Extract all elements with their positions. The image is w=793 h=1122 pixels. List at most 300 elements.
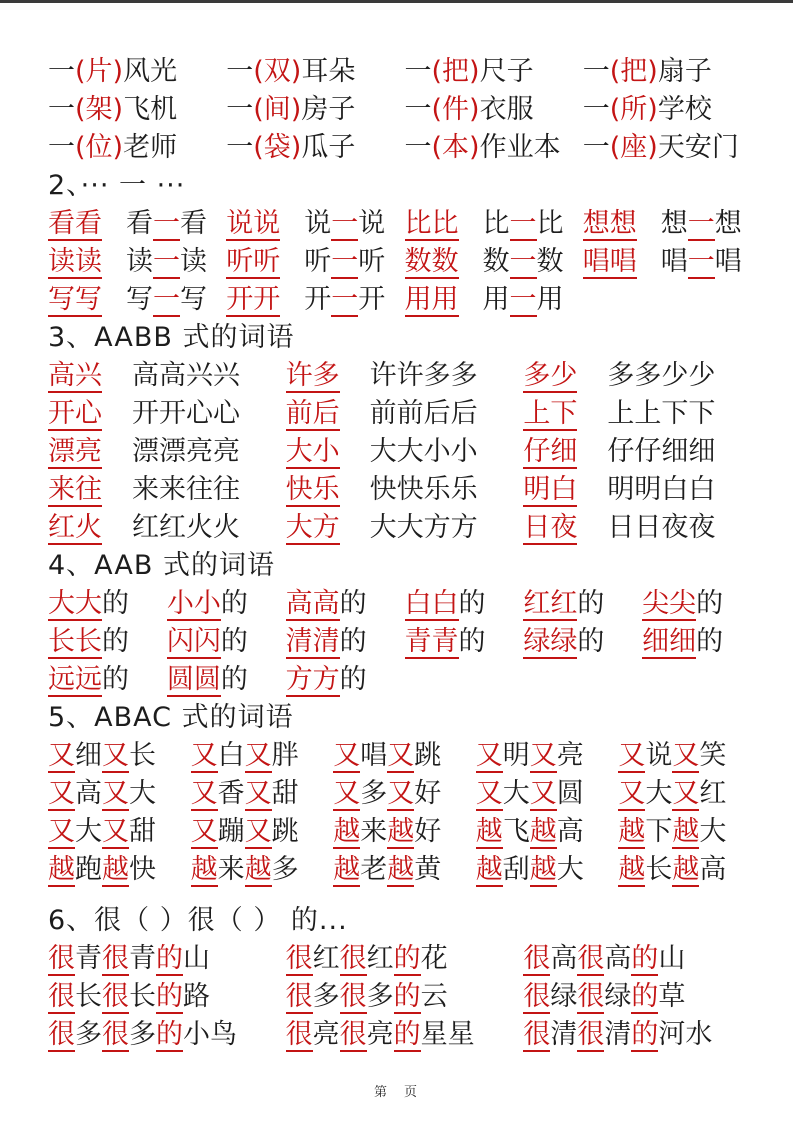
red-highlight-text: 青青 xyxy=(404,626,459,657)
text-segment: 跳 xyxy=(271,816,299,847)
text-segment: 看 xyxy=(180,208,207,239)
word-row xyxy=(48,471,761,509)
text-segment: 来 xyxy=(217,854,245,885)
word-pair xyxy=(286,471,524,509)
red-highlight-text: 又 xyxy=(48,816,75,847)
text-segment: 一 xyxy=(582,56,610,87)
word-row xyxy=(48,585,761,623)
red-highlight-text: 大大 xyxy=(48,588,102,619)
word-item xyxy=(48,585,167,623)
text-segment: 比 xyxy=(536,208,564,239)
text-segment: 香 xyxy=(217,778,245,809)
red-highlight-text: 很 xyxy=(339,943,367,974)
text-segment: 唱 xyxy=(660,246,688,277)
word-item xyxy=(476,737,619,775)
word-item xyxy=(226,91,404,129)
text-segment: 的 xyxy=(220,588,248,619)
word-item xyxy=(48,53,226,91)
text-segment: 小鸟 xyxy=(183,1019,237,1050)
red-highlight-text: 漂亮 xyxy=(48,436,102,467)
word-row xyxy=(48,205,761,243)
red-highlight-text: 很 xyxy=(523,981,551,1012)
text-segment: 仔仔细细 xyxy=(607,436,716,467)
text-segment: 好 xyxy=(414,778,442,809)
word-item xyxy=(48,509,102,547)
word-item xyxy=(286,357,340,395)
text-segment: 老 xyxy=(360,854,388,885)
red-highlight-text: 很 xyxy=(48,943,75,974)
word-item xyxy=(304,205,385,243)
section-hen-hen-de-pattern xyxy=(48,902,761,1054)
word-row xyxy=(48,433,761,471)
red-highlight-text: 很 xyxy=(102,1019,129,1050)
red-highlight-text: 白白 xyxy=(404,588,459,619)
text-segment: 日日夜夜 xyxy=(607,512,716,543)
red-highlight-text: 明白 xyxy=(523,474,578,505)
section-aab-words xyxy=(48,547,761,699)
red-highlight-text: 数数 xyxy=(404,246,459,277)
word-pair xyxy=(286,395,524,433)
word-item xyxy=(523,585,642,623)
text-segment: 的 xyxy=(696,588,724,619)
red-highlight-text: 又 xyxy=(672,740,700,771)
text-segment: 清 xyxy=(550,1019,578,1050)
word-row xyxy=(48,357,761,395)
word-item xyxy=(642,585,761,623)
word-item xyxy=(607,471,715,509)
text-segment: 青 xyxy=(129,943,156,974)
red-highlight-text: 的 xyxy=(156,943,183,974)
text-segment: 飞机 xyxy=(123,94,178,125)
red-highlight-text: 又 xyxy=(102,778,129,809)
word-item xyxy=(48,661,167,699)
word-item xyxy=(191,775,334,813)
red-highlight-text: (把) xyxy=(609,56,658,87)
section-a-yi-a-pattern xyxy=(48,167,761,319)
word-item xyxy=(642,623,761,661)
word-pair xyxy=(286,357,524,395)
word-item xyxy=(405,205,459,243)
text-segment: 数 xyxy=(536,246,564,277)
text-segment: 长 xyxy=(129,981,156,1012)
red-highlight-text: 又 xyxy=(475,778,503,809)
text-segment: 绿 xyxy=(604,981,632,1012)
word-item xyxy=(226,53,404,91)
word-item xyxy=(618,813,761,851)
text-segment: 云 xyxy=(420,981,448,1012)
red-highlight-text: 一 xyxy=(509,246,537,277)
red-highlight-text: 很 xyxy=(102,943,129,974)
red-highlight-text: 一 xyxy=(687,208,715,239)
red-highlight-text: 高兴 xyxy=(48,360,102,391)
red-highlight-text: 写写 xyxy=(48,284,102,315)
text-segment: 衣服 xyxy=(479,94,534,125)
text-segment: 的 xyxy=(339,588,367,619)
red-highlight-text: 圆圆 xyxy=(166,664,221,695)
word-item xyxy=(304,281,385,319)
word-pair xyxy=(523,433,761,471)
word-item xyxy=(48,1016,286,1054)
section-abac-words xyxy=(48,699,761,889)
word-item xyxy=(483,205,564,243)
text-segment: 的 xyxy=(339,664,367,695)
red-highlight-text: 的 xyxy=(631,1019,659,1050)
word-row xyxy=(48,395,761,433)
text-segment: 一 xyxy=(48,94,75,125)
text-segment: 亮 xyxy=(556,740,584,771)
text-segment: 山 xyxy=(658,943,686,974)
word-item xyxy=(405,91,583,129)
section-3-heading: 3、AABB 式的词语 xyxy=(48,322,295,353)
word-item xyxy=(583,53,761,91)
text-segment: 草 xyxy=(658,981,686,1012)
text-segment: 飞 xyxy=(502,816,530,847)
red-highlight-text: 又 xyxy=(333,778,361,809)
red-highlight-text: 越 xyxy=(475,854,503,885)
red-highlight-text: 又 xyxy=(48,740,75,771)
word-pair xyxy=(48,509,286,547)
word-item xyxy=(191,851,334,889)
text-segment: 明明白白 xyxy=(607,474,716,505)
word-item xyxy=(618,851,761,889)
text-segment: 前前后后 xyxy=(369,398,478,429)
text-segment: 一 xyxy=(404,56,432,87)
page-footer-label: 第 页 xyxy=(373,1085,419,1100)
word-item xyxy=(132,357,240,395)
red-highlight-text: 许多 xyxy=(285,360,340,391)
red-highlight-text: 又 xyxy=(190,740,218,771)
red-highlight-text: 开心 xyxy=(48,398,102,429)
red-highlight-text: 很 xyxy=(577,981,605,1012)
word-item xyxy=(583,205,637,243)
text-segment: 读 xyxy=(126,246,153,277)
text-segment: 一 xyxy=(582,132,610,163)
word-item xyxy=(286,585,405,623)
text-segment: 多 xyxy=(366,981,394,1012)
red-highlight-text: 一 xyxy=(331,246,359,277)
red-highlight-text: (片) xyxy=(75,56,124,87)
word-item xyxy=(286,978,524,1016)
text-segment: 好 xyxy=(414,816,442,847)
red-highlight-text: 又 xyxy=(102,816,129,847)
text-segment: 跑 xyxy=(75,854,102,885)
text-segment: 的 xyxy=(696,626,724,657)
word-item xyxy=(405,281,459,319)
text-segment: 听 xyxy=(304,246,332,277)
red-highlight-text: 很 xyxy=(577,1019,605,1050)
red-highlight-text: 绿绿 xyxy=(523,626,578,657)
text-segment: 一 xyxy=(226,132,254,163)
word-pair xyxy=(226,281,404,319)
red-highlight-text: 越 xyxy=(387,816,415,847)
word-item xyxy=(48,851,191,889)
text-segment: 亮 xyxy=(312,1019,340,1050)
red-highlight-text: 很 xyxy=(285,943,313,974)
text-segment: 学校 xyxy=(657,94,712,125)
text-segment: 许许多多 xyxy=(369,360,478,391)
text-segment: 清 xyxy=(604,1019,632,1050)
red-highlight-text: 又 xyxy=(672,778,700,809)
red-highlight-text: 的 xyxy=(393,981,421,1012)
word-row xyxy=(48,940,761,978)
text-segment: 大大小小 xyxy=(369,436,478,467)
text-segment: 一 xyxy=(48,132,75,163)
text-segment: 甜 xyxy=(271,778,299,809)
sections-container xyxy=(48,53,761,1054)
word-item xyxy=(370,357,478,395)
word-item xyxy=(523,978,761,1016)
word-item xyxy=(167,623,286,661)
red-highlight-text: 清清 xyxy=(285,626,340,657)
word-item xyxy=(191,813,334,851)
word-item xyxy=(126,281,207,319)
red-highlight-text: 很 xyxy=(339,981,367,1012)
red-highlight-text: 一 xyxy=(331,208,359,239)
text-segment: 下 xyxy=(645,816,673,847)
text-segment: 天安门 xyxy=(657,132,739,163)
red-highlight-text: 读读 xyxy=(48,246,102,277)
red-highlight-text: 闪闪 xyxy=(166,626,221,657)
word-item xyxy=(661,243,742,281)
text-segment: 红 xyxy=(699,778,727,809)
word-item xyxy=(48,357,102,395)
word-item xyxy=(370,433,478,471)
word-row xyxy=(48,813,761,851)
text-segment: 的 xyxy=(458,588,486,619)
red-highlight-text: 尖尖 xyxy=(642,588,697,619)
red-highlight-text: (件) xyxy=(431,94,480,125)
word-item xyxy=(48,623,167,661)
text-segment: 大 xyxy=(645,778,673,809)
red-highlight-text: 又 xyxy=(618,778,646,809)
text-segment: 的 xyxy=(577,588,605,619)
red-highlight-text: (座) xyxy=(609,132,658,163)
red-highlight-text: 听听 xyxy=(226,246,281,277)
red-highlight-text: 又 xyxy=(529,740,557,771)
word-item xyxy=(618,775,761,813)
red-highlight-text: 又 xyxy=(333,740,361,771)
text-segment: 的 xyxy=(102,664,129,695)
word-item xyxy=(476,851,619,889)
text-segment: 红 xyxy=(312,943,340,974)
text-segment: 来 xyxy=(360,816,388,847)
red-highlight-text: (架) xyxy=(75,94,124,125)
word-item xyxy=(48,775,191,813)
word-item xyxy=(286,623,405,661)
red-highlight-text: 一 xyxy=(331,284,359,315)
text-segment: 的 xyxy=(339,626,367,657)
text-segment: 上上下下 xyxy=(607,398,716,429)
red-highlight-text: 长长 xyxy=(48,626,102,657)
word-pair xyxy=(523,509,761,547)
word-row xyxy=(48,53,761,91)
word-item xyxy=(286,471,340,509)
word-row xyxy=(48,243,761,281)
text-segment: 白 xyxy=(217,740,245,771)
red-highlight-text: 一 xyxy=(153,284,180,315)
word-item xyxy=(286,395,340,433)
red-highlight-text: 上下 xyxy=(523,398,578,429)
text-segment: 长 xyxy=(75,981,102,1012)
word-pair xyxy=(48,205,226,243)
red-highlight-text: 越 xyxy=(529,816,557,847)
red-highlight-text: 很 xyxy=(339,1019,367,1050)
word-item xyxy=(167,661,286,699)
text-segment: 花 xyxy=(420,943,448,974)
text-segment: 甜 xyxy=(129,816,156,847)
red-highlight-text: 越 xyxy=(333,854,361,885)
word-pair xyxy=(583,205,761,243)
text-segment: 圆 xyxy=(556,778,584,809)
text-segment: 红 xyxy=(366,943,394,974)
red-highlight-text: 细细 xyxy=(642,626,697,657)
word-item xyxy=(483,243,564,281)
text-segment: 一 xyxy=(582,94,610,125)
red-highlight-text: 一 xyxy=(153,246,180,277)
red-highlight-text: 一 xyxy=(509,284,537,315)
word-item xyxy=(226,205,280,243)
word-pair xyxy=(48,357,286,395)
word-item xyxy=(661,205,742,243)
text-segment: 山 xyxy=(183,943,210,974)
red-highlight-text: 大方 xyxy=(285,512,340,543)
text-segment: 数 xyxy=(482,246,510,277)
text-segment: 看 xyxy=(126,208,153,239)
word-pair xyxy=(286,509,524,547)
red-highlight-text: 一 xyxy=(687,246,715,277)
red-highlight-text: 红火 xyxy=(48,512,102,543)
red-highlight-text: 越 xyxy=(102,854,129,885)
text-segment: 开开心心 xyxy=(132,398,240,429)
text-segment: 大大方方 xyxy=(369,512,478,543)
word-pair xyxy=(48,243,226,281)
word-item xyxy=(226,281,280,319)
red-highlight-text: (所) xyxy=(609,94,658,125)
word-item xyxy=(523,395,577,433)
text-segment: 笑 xyxy=(699,740,727,771)
red-highlight-text: 越 xyxy=(672,816,700,847)
word-item xyxy=(523,509,577,547)
text-segment: 多 xyxy=(312,981,340,1012)
red-highlight-text: 一 xyxy=(153,208,180,239)
red-highlight-text: 很 xyxy=(102,981,129,1012)
text-segment: 说 xyxy=(358,208,386,239)
text-segment: 用 xyxy=(482,284,510,315)
text-segment: 路 xyxy=(183,981,210,1012)
section-aabb-words xyxy=(48,319,761,547)
text-segment: 多多少少 xyxy=(607,360,716,391)
red-highlight-text: 开开 xyxy=(226,284,281,315)
text-segment: 大 xyxy=(556,854,584,885)
red-highlight-text: 越 xyxy=(244,854,272,885)
red-highlight-text: (位) xyxy=(75,132,124,163)
text-segment: 说 xyxy=(645,740,673,771)
text-segment: 黄 xyxy=(414,854,442,885)
text-segment: 大 xyxy=(699,816,727,847)
red-highlight-text: 又 xyxy=(387,740,415,771)
text-segment: 高高兴兴 xyxy=(132,360,240,391)
text-segment: 红红火火 xyxy=(132,512,240,543)
word-item xyxy=(523,1016,761,1054)
word-pair xyxy=(48,281,226,319)
word-pair xyxy=(286,433,524,471)
text-segment: 多 xyxy=(75,1019,102,1050)
page-top-edge xyxy=(0,0,793,3)
red-highlight-text: 越 xyxy=(48,854,75,885)
word-item xyxy=(126,243,207,281)
red-highlight-text: 的 xyxy=(393,1019,421,1050)
text-segment: 的 xyxy=(577,626,605,657)
word-row xyxy=(48,851,761,889)
text-segment: 快 xyxy=(129,854,156,885)
word-item xyxy=(583,129,761,167)
red-highlight-text: 来往 xyxy=(48,474,102,505)
text-segment: 唱 xyxy=(360,740,388,771)
red-highlight-text: 又 xyxy=(244,778,272,809)
text-segment: 开 xyxy=(304,284,332,315)
red-highlight-text: 越 xyxy=(618,816,646,847)
red-highlight-text: 远远 xyxy=(48,664,102,695)
word-item xyxy=(607,433,715,471)
red-highlight-text: 越 xyxy=(618,854,646,885)
word-item xyxy=(132,471,240,509)
word-item xyxy=(405,585,524,623)
word-item xyxy=(405,623,524,661)
text-segment: 的 xyxy=(220,664,248,695)
word-item xyxy=(48,978,286,1016)
word-item xyxy=(607,509,715,547)
text-segment: 高 xyxy=(556,816,584,847)
red-highlight-text: (把) xyxy=(431,56,480,87)
red-highlight-text: 又 xyxy=(618,740,646,771)
word-item xyxy=(405,243,459,281)
word-pair xyxy=(405,281,583,319)
text-segment: 一 xyxy=(226,56,254,87)
red-highlight-text: 的 xyxy=(631,943,659,974)
text-segment: 蹦 xyxy=(217,816,245,847)
text-segment: 多 xyxy=(360,778,388,809)
red-highlight-text: 越 xyxy=(190,854,218,885)
text-segment: 想 xyxy=(660,208,688,239)
text-segment: 用 xyxy=(536,284,564,315)
word-row xyxy=(48,661,761,699)
word-item xyxy=(405,129,583,167)
word-item xyxy=(48,243,102,281)
red-highlight-text: 很 xyxy=(523,1019,551,1050)
word-item xyxy=(483,281,564,319)
word-row xyxy=(48,91,761,129)
red-highlight-text: 一 xyxy=(509,208,537,239)
section-4-heading: 4、AAB 式的词语 xyxy=(48,550,275,581)
red-highlight-text: 又 xyxy=(48,778,75,809)
word-item xyxy=(132,433,240,471)
word-item xyxy=(618,737,761,775)
red-highlight-text: 多少 xyxy=(523,360,578,391)
text-segment: 耳朵 xyxy=(301,56,356,87)
text-segment: 明 xyxy=(502,740,530,771)
text-segment: 大 xyxy=(75,816,102,847)
word-item xyxy=(333,737,476,775)
word-item xyxy=(48,129,226,167)
word-item xyxy=(48,281,102,319)
word-row xyxy=(48,737,761,775)
red-highlight-text: 又 xyxy=(529,778,557,809)
word-pair xyxy=(48,395,286,433)
text-segment: 老师 xyxy=(123,132,178,163)
red-highlight-text: 又 xyxy=(387,778,415,809)
red-highlight-text: 的 xyxy=(393,943,421,974)
text-segment: 高 xyxy=(699,854,727,885)
